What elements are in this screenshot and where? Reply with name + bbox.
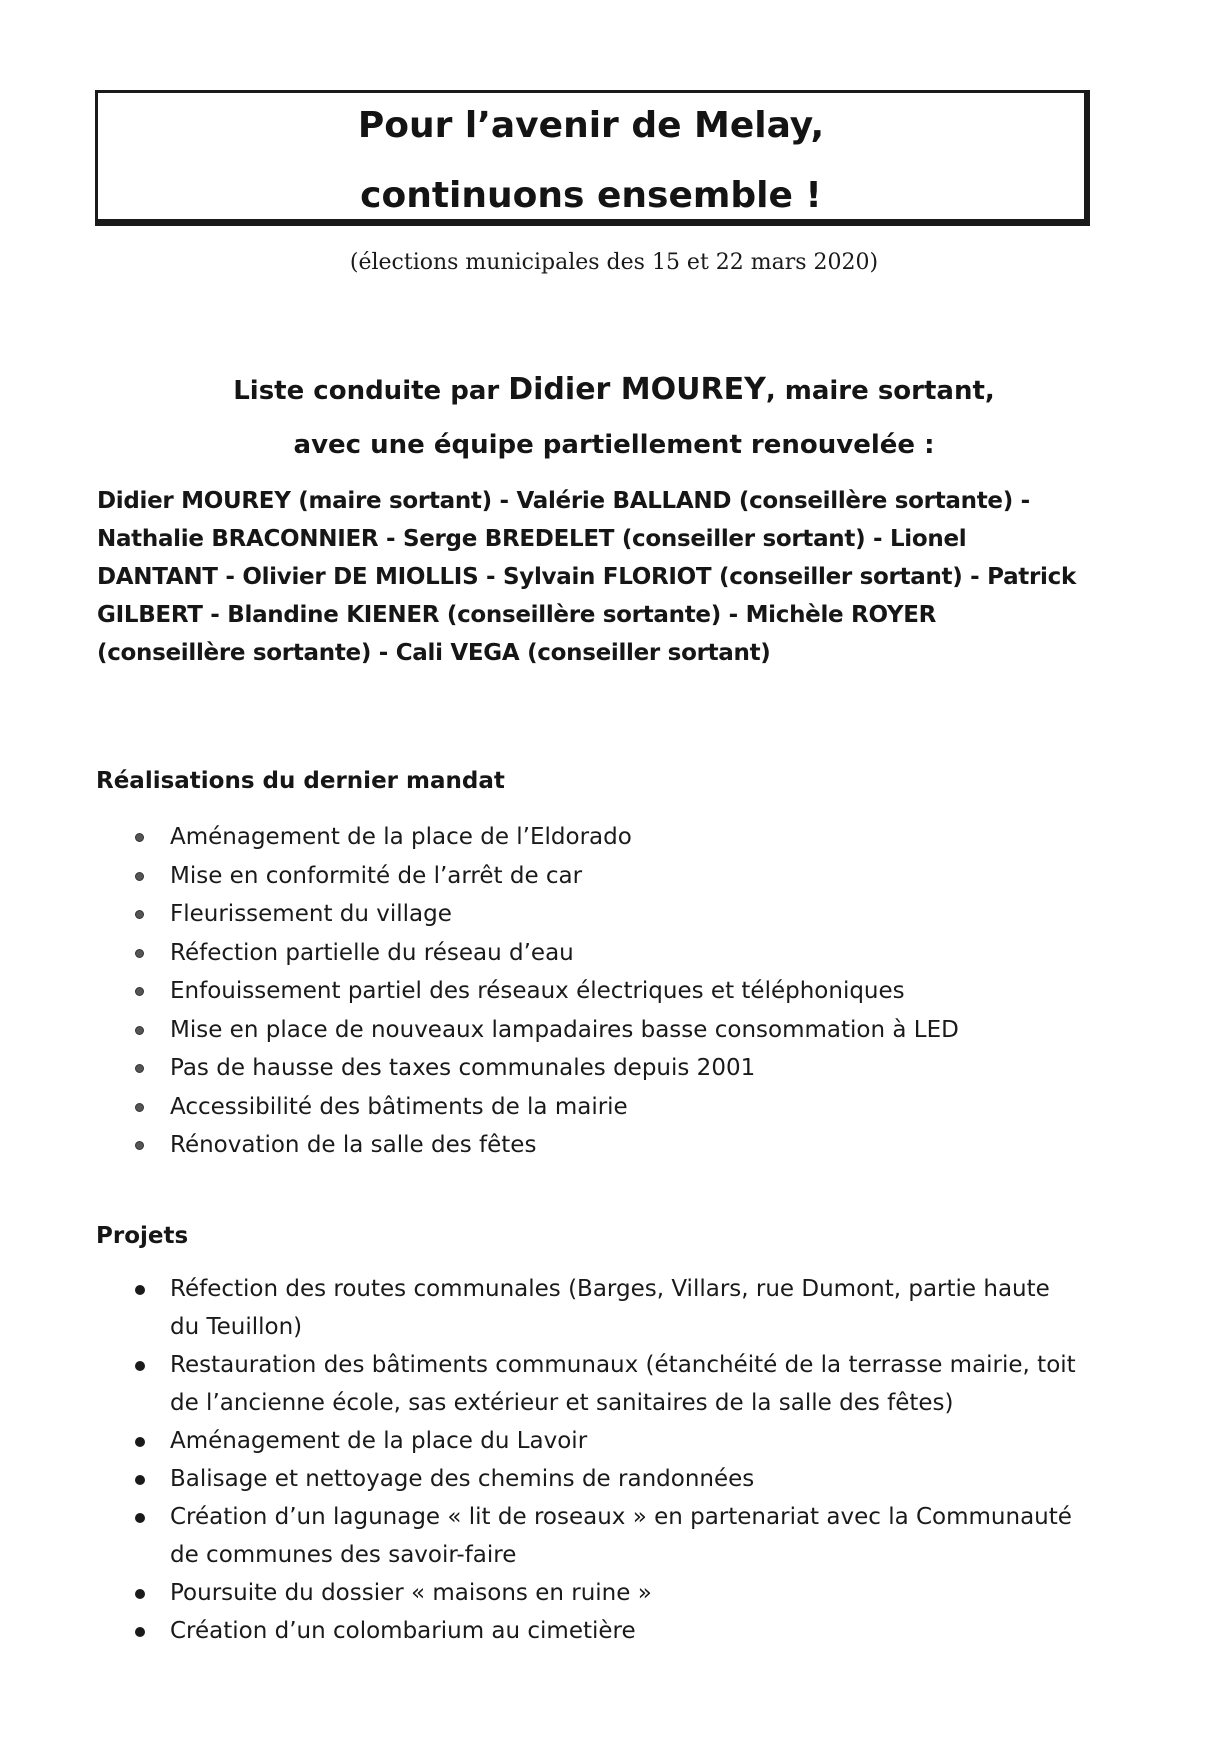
list-item-text: Aménagement de la place de l’Eldorado xyxy=(170,824,632,850)
list-item-text: Pas de hausse des taxes communales depuis 2001 xyxy=(170,1055,756,1081)
list-item xyxy=(135,1270,1085,1346)
list-item xyxy=(135,972,1085,1011)
team-members: Didier MOUREY (maire sortant) - Valérie BALLAND (conseillère sortante) - Nathalie BRACONNIER - Serge BREDELET (conseiller sortant) - Lionel DANTANT - Olivier DE MIOLLIS - Sylvain FLORIOT (conseiller sortant) - Patrick GILBERT - Blandine KIENER (conseillère sortante) - Michèle ROYER (conseillère sortante) - Cali VEGA (conseiller sortant) xyxy=(97,488,1076,666)
title-box xyxy=(95,90,1090,226)
bullet-icon xyxy=(135,1437,145,1447)
bullet-icon xyxy=(135,1627,145,1637)
list-item xyxy=(135,1049,1085,1088)
list-item xyxy=(135,1574,1085,1612)
list-item xyxy=(135,895,1085,934)
list-item-text: Réfection des routes communales (Barges, Villars, rue Dumont, partie haute du Teuillon) xyxy=(170,1276,1050,1340)
bullet-icon xyxy=(135,872,144,881)
bullet-icon xyxy=(135,1361,145,1371)
bullet-icon xyxy=(135,833,144,842)
bullet-icon xyxy=(135,1141,144,1150)
list-item-text: Mise en place de nouveaux lampadaires basse consommation à LED xyxy=(170,1016,959,1043)
bullet-icon xyxy=(135,910,144,919)
list-item xyxy=(135,1346,1085,1422)
list-item xyxy=(135,1612,1085,1650)
lead-suffix: , maire sortant, xyxy=(765,376,995,406)
list-item xyxy=(135,1460,1085,1498)
bullet-icon xyxy=(135,1475,145,1485)
list-item-text: Aménagement de la place du Lavoir xyxy=(170,1428,588,1454)
bullet-icon xyxy=(135,1064,144,1073)
list-item-text: Poursuite du dossier « maisons en ruine » xyxy=(170,1580,652,1606)
bullet-icon xyxy=(135,1103,144,1112)
list-item-text: Enfouissement partiel des réseaux électriques et téléphoniques xyxy=(170,978,905,1004)
bullet-icon xyxy=(135,1026,144,1035)
lead-name: Didier MOUREY xyxy=(508,372,766,407)
realisations-list xyxy=(135,818,1085,1165)
list-item xyxy=(135,1126,1085,1165)
bullet-icon xyxy=(135,949,144,958)
lead-prefix: Liste conduite par xyxy=(233,376,509,406)
list-item-text: Accessibilité des bâtiments de la mairie xyxy=(170,1093,628,1120)
election-subtitle: (élections municipales des 15 et 22 mars 2020) xyxy=(349,250,879,275)
list-item xyxy=(135,1422,1085,1460)
list-item xyxy=(135,857,1085,896)
bullet-icon xyxy=(135,1285,145,1295)
list-item-text: Mise en conformité de l’arrêt de car xyxy=(170,862,583,889)
list-item xyxy=(135,1088,1085,1127)
projets-list xyxy=(135,1270,1085,1650)
list-item xyxy=(135,934,1085,973)
list-item xyxy=(135,1498,1085,1574)
list-item-text: Balisage et nettoyage des chemins de randonnées xyxy=(170,1466,755,1492)
list-item xyxy=(135,1011,1085,1050)
list-item-text: Restauration des bâtiments communaux (étanchéité de la terrasse mairie, toit de l’ancienne école, sas extérieur et sanitaires de la salle des fêtes) xyxy=(170,1352,1076,1416)
bullet-icon xyxy=(135,1513,145,1523)
list-item-text: Rénovation de la salle des fêtes xyxy=(170,1132,537,1158)
title-line-1: Pour l’avenir de Melay, xyxy=(357,105,825,146)
title-line-2: continuons ensemble ! xyxy=(360,175,822,216)
bullet-icon xyxy=(135,987,144,996)
list-item-text: Création d’un colombarium au cimetière xyxy=(170,1618,636,1644)
lead-line-1 xyxy=(0,372,1228,407)
section-title-projets: Projets xyxy=(96,1223,189,1249)
list-item-text: Réfection partielle du réseau d’eau xyxy=(170,939,574,966)
list-item-text: Fleurissement du village xyxy=(170,901,452,927)
bullet-icon xyxy=(135,1589,145,1599)
list-item xyxy=(135,818,1085,857)
section-title-realisations: Réalisations du dernier mandat xyxy=(96,768,505,794)
list-item-text: Création d’un lagunage « lit de roseaux » en partenariat avec la Communauté de communes des savoir-faire xyxy=(170,1504,1072,1568)
lead-line-2: avec une équipe partiellement renouvelée : xyxy=(293,430,935,460)
